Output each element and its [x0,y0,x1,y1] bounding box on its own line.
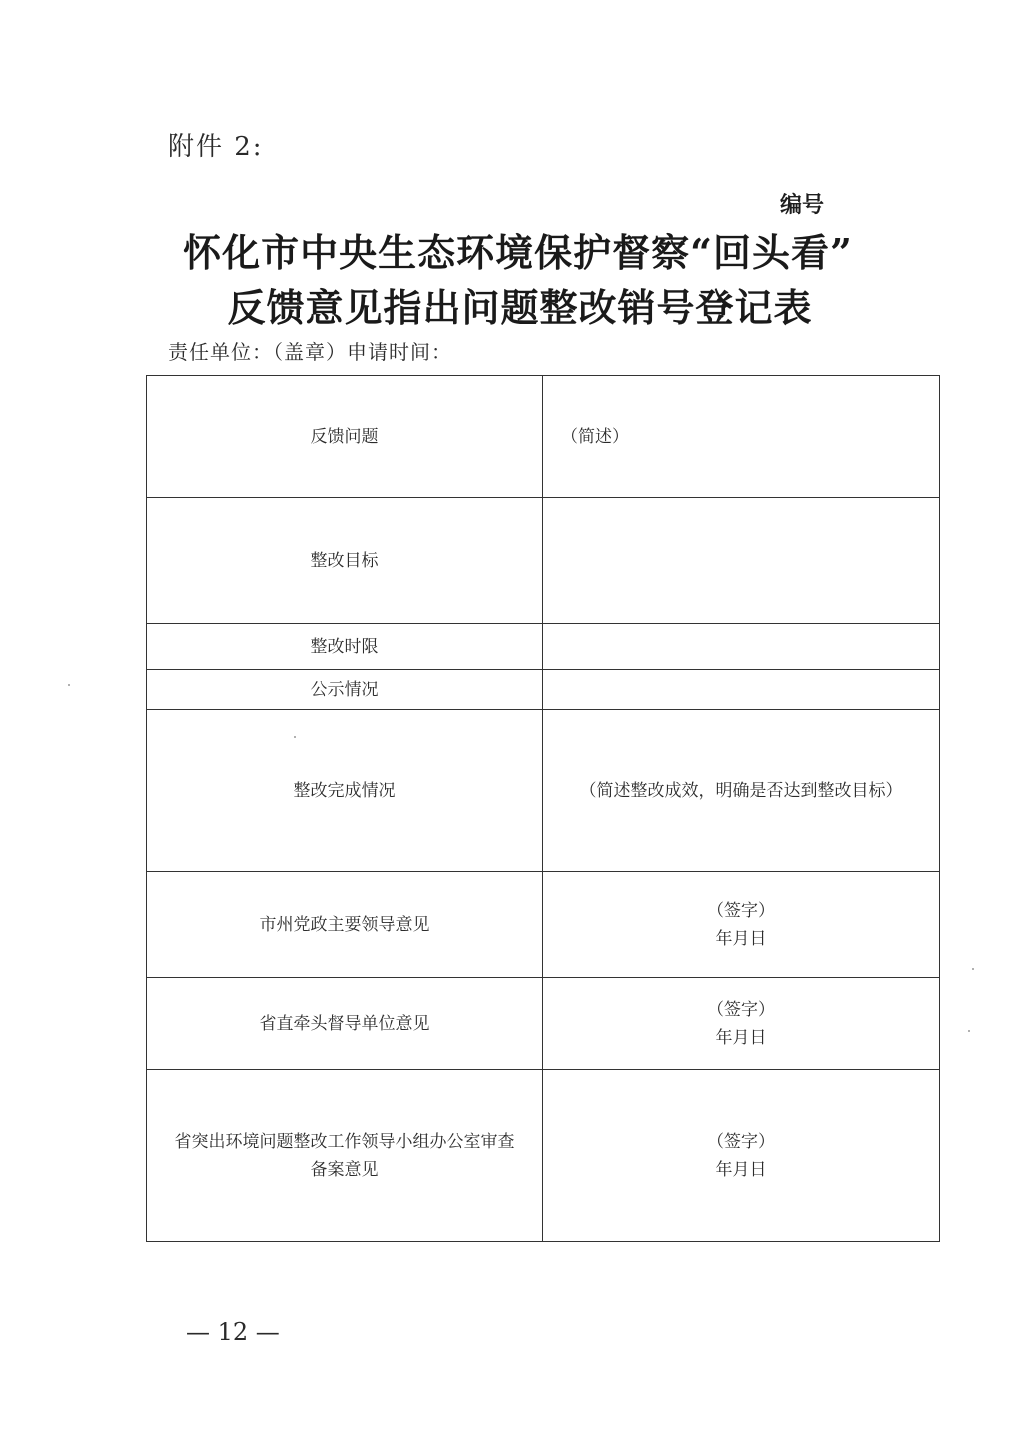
page-number: — 12 — [186,1318,280,1346]
row-value-provincial-supervisor-signature[interactable] [543,978,940,1070]
row-label-city-leader-opinion: 市州党政主要领导意见 [147,872,543,978]
signature-label: （签字） [707,999,775,1020]
table-row [147,710,940,872]
row-label-completion-status: 整改完成情况 [147,710,543,872]
row-value-completion-status[interactable]: （简述整改成效，明确是否达到整改目标） [543,710,940,872]
row-label-publicity: 公示情况 [147,670,543,710]
office-review-label-line1: 省突出环境问题整改工作领导小组办公室审查 [174,1131,515,1152]
table-row [147,376,940,498]
table-row [147,872,940,978]
table-row [147,978,940,1070]
table-row [147,624,940,670]
row-value-city-leader-signature[interactable] [543,872,940,978]
row-label-provincial-supervisor-opinion: 省直牵头督导单位意见 [147,978,543,1070]
signature-label: （签字） [707,1131,775,1152]
row-label-deadline: 整改时限 [147,624,543,670]
scan-speck [972,968,974,970]
table-row [147,498,940,624]
row-value-office-review-signature[interactable] [543,1070,940,1242]
serial-number-label: 编号 [780,193,825,218]
row-label-rectification-goal: 整改目标 [147,498,543,624]
registration-form-table [146,375,940,1242]
scan-speck [968,1030,970,1032]
row-value-rectification-goal[interactable] [543,498,940,624]
document-title-line2: 反馈意见指出问题整改销号登记表 [227,285,813,330]
row-value-publicity[interactable] [543,670,940,710]
date-label: 年月日 [715,928,767,949]
date-label: 年月日 [715,1027,767,1048]
document-title-line1: 怀化市中央生态环境保护督察“回头看” [183,230,853,275]
signature-label: （签字） [707,900,775,921]
date-label: 年月日 [715,1159,767,1180]
row-label-feedback-issue: 反馈问题 [147,376,543,498]
row-label-office-review-opinion [147,1070,543,1242]
scan-speck [294,736,296,738]
table-row [147,670,940,710]
attachment-label: 附件 2: [168,132,264,162]
responsible-unit-line: 责任单位：（盖章）申请时间： [168,340,452,364]
row-value-deadline[interactable] [543,624,940,670]
row-value-feedback-issue[interactable]: （简述） [543,376,940,498]
table-row [147,1070,940,1242]
scan-speck [68,684,70,686]
office-review-label-line2: 备案意见 [310,1159,379,1180]
